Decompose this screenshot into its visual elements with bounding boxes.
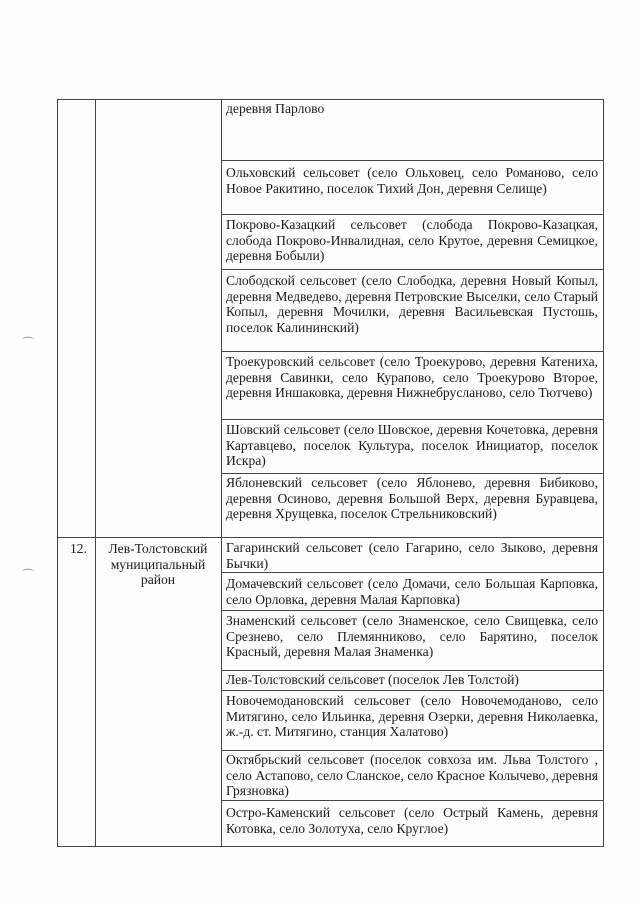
scan-speck-mark: ⌒	[22, 568, 35, 582]
settlement-text: Домачевский сельсовет (село Домачи, село Большая Карповка, село Орловка, деревня Малая Карповка)	[226, 576, 598, 607]
table-row-settlement	[222, 351, 604, 419]
district-name: Лев-Толстовский муниципальный район	[108, 541, 208, 588]
column-divider	[95, 99, 96, 847]
settlement-text: Покрово-Казацкий сельсовет (слобода Покрово-Казацкая, слобода Покрово-Инвалидная, село Крутое, деревня Семицкое, деревня Бобыли)	[226, 217, 598, 264]
table-row-settlement	[222, 538, 604, 572]
settlement-text: деревня Парлово	[226, 101, 325, 116]
table-row-settlement	[222, 214, 604, 269]
settlement-text: Гагаринский сельсовет (село Гагарино, село Зыково, деревня Бычки)	[226, 540, 598, 571]
settlement-text: Лев-Толстовский сельсовет (поселок Лев Толстой)	[226, 672, 519, 687]
table-row-settlement	[222, 670, 604, 690]
settlement-text: Ольховский сельсовет (село Ольховец, село Романово, село Новое Ракитино, поселок Тихий Дон, деревня Селище)	[226, 165, 598, 196]
settlement-text: Октябрьский сельсовет (поселок совхоза им. Льва Толстого , село Астапово, село Сланское, село Красное Колычево, деревня Грязновка)	[226, 752, 598, 799]
settlements-table	[57, 99, 604, 847]
settlement-text: Остро-Каменский сельсовет (село Острый Камень, деревня Котовка, село Золотуха, село Круглое)	[226, 805, 598, 836]
table-row-settlement	[222, 99, 604, 160]
settlement-text: Знаменский сельсовет (село Знаменское, село Свищевка, село Срезнево, село Племянниково, село Барятино, поселок Красный, деревня Малая Знаменка)	[226, 613, 598, 660]
settlement-text: Троекуровский сельсовет (село Троекурово, деревня Катениха, деревня Савинки, село Курапово, село Троекурово Второе, деревня Иншаковка, деревня Нижнебрусланово, село Тютчево)	[226, 354, 598, 401]
table-row-settlement	[222, 160, 604, 214]
settlement-text: Слободской сельсовет (село Слободка, деревня Новый Копыл, деревня Медведево, деревня Петровские Выселки, село Старый Копыл, деревня Мочилки, деревня Васильевская Пустошь, поселок Калининский)	[226, 273, 598, 335]
table-row-settlement	[222, 473, 604, 537]
table-row-settlement	[222, 572, 604, 610]
settlement-text: Новочемодановский сельсовет (село Новочемоданово, село Митягино, село Ильинка, деревня Озерки, деревня Николаевка, ж.-д. ст. Митягино, станция Халатово)	[226, 693, 598, 740]
table-row-settlement	[222, 610, 604, 670]
settlement-text: Шовский сельсовет (село Шовское, деревня Кочетовка, деревня Картавцево, поселок Культура, поселок Инициатор, поселок Искра)	[226, 422, 598, 469]
settlement-text: Яблоневский сельсовет (село Яблонево, деревня Бибиково, деревня Осиново, деревня Большой Верх, деревня Буравцева, деревня Хрущевка, поселок Стрельниковский)	[226, 475, 598, 522]
table-row-settlement	[222, 750, 604, 800]
table-row-settlement	[222, 269, 604, 351]
table-row-settlement	[222, 690, 604, 750]
table-row-settlement	[222, 800, 604, 847]
table-row-settlement	[222, 419, 604, 473]
district-number: 12.	[70, 541, 87, 556]
scan-speck-mark: ⌒	[22, 336, 35, 350]
